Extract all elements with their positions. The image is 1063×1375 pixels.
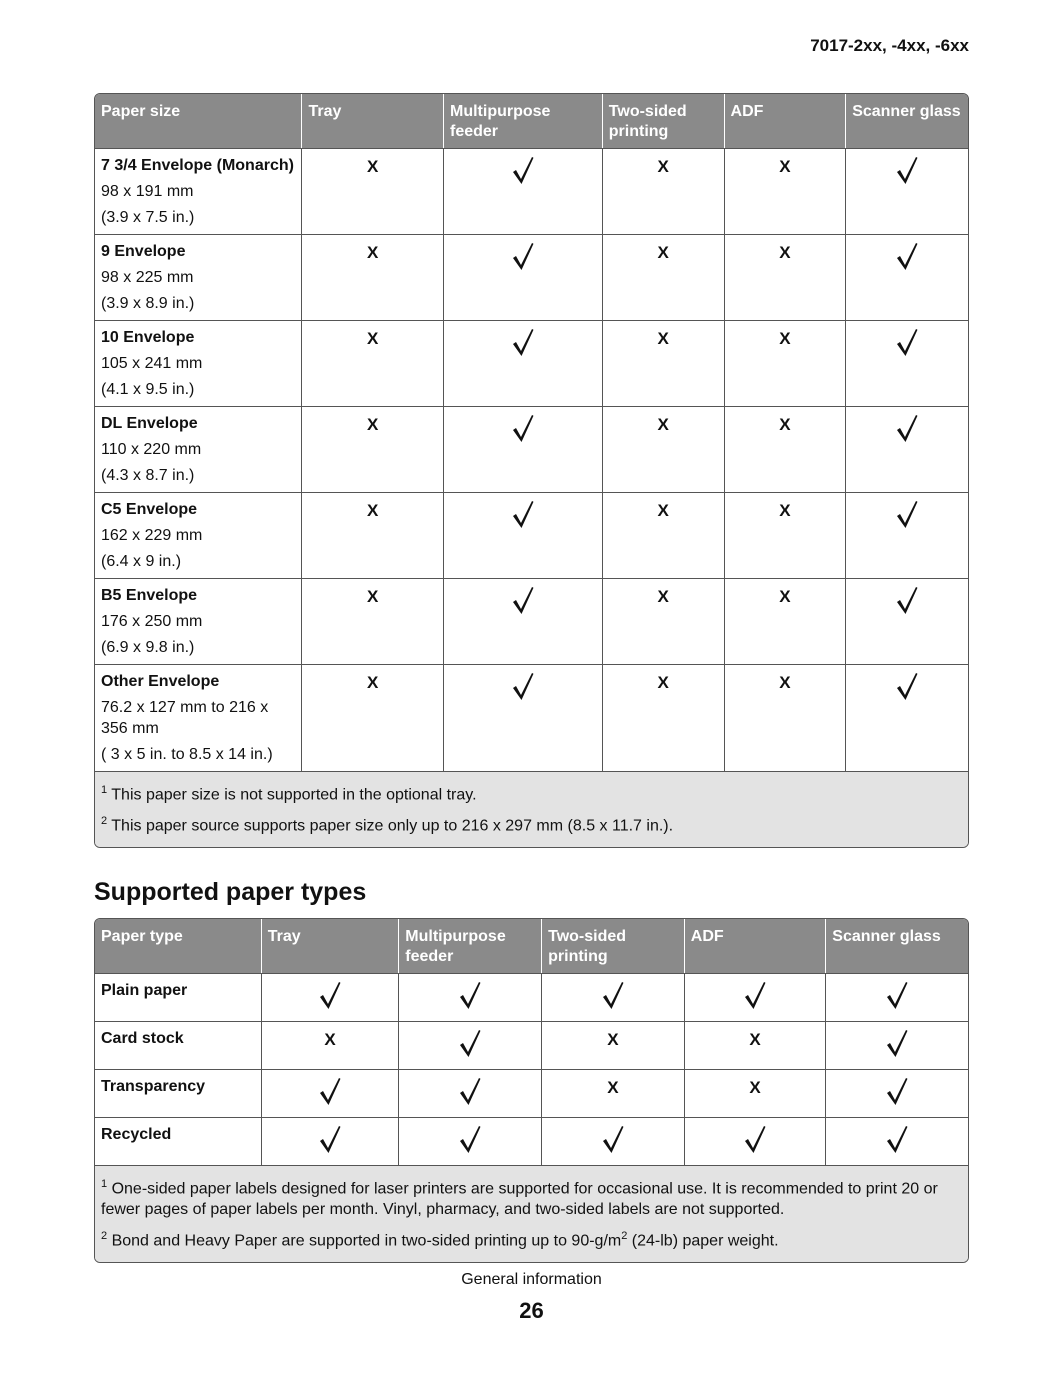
supported-check-icon: [885, 1028, 909, 1058]
support-cell: [684, 1069, 826, 1117]
table-notes-row: [95, 771, 968, 847]
footnote-text: (24-lb) paper weight.: [627, 1232, 779, 1250]
paper-name-cell: [95, 973, 261, 1021]
table-row: [95, 1021, 968, 1069]
footnote: [101, 811, 962, 836]
footnote-text: One-sided paper labels designed for laser printers are supported for occasional use. It is recommended to print 20 or fewer pages of paper labels per month. Vinyl, pharmacy, and two-sided labels are not supported.: [101, 1180, 938, 1219]
table-row: [95, 320, 968, 406]
footnote: [101, 1226, 962, 1251]
supported-check-icon: [743, 980, 767, 1010]
supported-check-icon: [895, 671, 919, 701]
not-supported-x-icon: X: [657, 587, 669, 606]
paper-name: Transparency: [101, 1078, 206, 1095]
support-cell: [825, 1021, 968, 1069]
paper-dimension: 176 x 250 mm: [101, 613, 203, 630]
not-supported-x-icon: X: [367, 157, 379, 176]
not-supported-x-icon: X: [657, 243, 669, 262]
support-cell: [261, 973, 399, 1021]
supported-check-icon: [511, 327, 535, 357]
column-header: Tray: [261, 919, 399, 973]
support-cell: [443, 406, 602, 492]
footnote-text: This paper size is not supported in the optional tray.: [111, 786, 477, 804]
support-cell: [845, 234, 968, 320]
paper-name: Other Envelope: [101, 673, 220, 690]
footnote: [101, 780, 962, 805]
column-header: Multipurpose feeder: [443, 94, 602, 148]
column-header: Paper type: [95, 919, 261, 973]
paper-dimension: 162 x 229 mm: [101, 527, 203, 544]
table-row: [95, 492, 968, 578]
support-cell: [398, 973, 541, 1021]
support-cell: [602, 492, 724, 578]
not-supported-x-icon: X: [779, 501, 791, 520]
supported-check-icon: [458, 1028, 482, 1058]
paper-size-table: [94, 93, 969, 848]
footnote-text: Bond and Heavy Paper are supported in two-sided printing up to 90-g/m: [111, 1232, 622, 1250]
not-supported-x-icon: X: [779, 673, 791, 692]
section-heading: Supported paper types: [94, 878, 367, 906]
support-cell: [261, 1069, 399, 1117]
column-header: Multipurpose feeder: [398, 919, 541, 973]
not-supported-x-icon: X: [657, 329, 669, 348]
paper-name: Card stock: [101, 1030, 184, 1047]
paper-name: Plain paper: [101, 982, 188, 999]
footnote-number: 2: [101, 815, 108, 828]
paper-name: B5 Envelope: [101, 587, 198, 604]
column-header: Paper size: [95, 94, 301, 148]
support-cell: [602, 320, 724, 406]
supported-check-icon: [895, 155, 919, 185]
not-supported-x-icon: X: [779, 587, 791, 606]
paper-name-cell: [95, 664, 301, 771]
support-cell: [301, 492, 443, 578]
supported-check-icon: [511, 413, 535, 443]
table-header-row: [95, 94, 968, 148]
paper-dimension: (6.9 x 9.8 in.): [101, 639, 195, 656]
table-row: [95, 1069, 968, 1117]
table-footnotes: [95, 771, 968, 847]
footer-section-label: General information: [461, 1271, 602, 1288]
supported-check-icon: [511, 585, 535, 615]
support-cell: [684, 1021, 826, 1069]
column-header: Tray: [301, 94, 443, 148]
support-cell: [541, 1117, 684, 1165]
not-supported-x-icon: X: [779, 415, 791, 434]
support-cell: [724, 664, 846, 771]
support-cell: [443, 148, 602, 234]
support-cell: [845, 406, 968, 492]
footnote-text: This paper source supports paper size only up to 216 x 297 mm (8.5 x 11.7 in.).: [111, 817, 674, 835]
supported-check-icon: [318, 1124, 342, 1154]
not-supported-x-icon: X: [657, 415, 669, 434]
support-cell: [602, 664, 724, 771]
support-cell: [684, 1117, 826, 1165]
paper-name-cell: [95, 578, 301, 664]
not-supported-x-icon: X: [607, 1030, 619, 1049]
supported-check-icon: [885, 1076, 909, 1106]
support-cell: [443, 664, 602, 771]
support-cell: [301, 234, 443, 320]
table-row: [95, 234, 968, 320]
support-cell: [602, 406, 724, 492]
support-cell: [724, 320, 846, 406]
support-cell: [443, 492, 602, 578]
paper-dimension: ( 3 x 5 in. to 8.5 x 14 in.): [101, 746, 273, 763]
support-cell: [602, 234, 724, 320]
supported-check-icon: [895, 585, 919, 615]
supported-check-icon: [895, 413, 919, 443]
supported-check-icon: [885, 1124, 909, 1154]
paper-name-cell: [95, 148, 301, 234]
footnote-number: 1: [101, 1178, 108, 1190]
paper-name-cell: [95, 1117, 261, 1165]
support-cell: [825, 973, 968, 1021]
paper-name: 7 3/4 Envelope (Monarch): [101, 157, 294, 174]
not-supported-x-icon: X: [657, 157, 669, 176]
supported-check-icon: [885, 980, 909, 1010]
not-supported-x-icon: X: [367, 501, 379, 520]
unit-superscript: 2: [621, 1230, 628, 1243]
support-cell: [684, 973, 826, 1021]
paper-name: 9 Envelope: [101, 243, 186, 260]
paper-name-cell: [95, 1021, 261, 1069]
support-cell: [443, 234, 602, 320]
supported-check-icon: [318, 1076, 342, 1106]
paper-dimension: 98 x 191 mm: [101, 183, 194, 200]
not-supported-x-icon: X: [324, 1030, 336, 1049]
support-cell: [825, 1069, 968, 1117]
support-cell: [398, 1117, 541, 1165]
paper-dimension: (3.9 x 7.5 in.): [101, 209, 195, 226]
paper-dimension: 110 x 220 mm: [101, 441, 202, 458]
supported-check-icon: [895, 241, 919, 271]
supported-check-icon: [458, 1124, 482, 1154]
column-header: ADF: [684, 919, 826, 973]
paper-dimension: (4.1 x 9.5 in.): [101, 381, 195, 398]
support-cell: [845, 664, 968, 771]
support-cell: [443, 578, 602, 664]
support-cell: [541, 973, 684, 1021]
column-header: Two-sided printing: [541, 919, 684, 973]
not-supported-x-icon: X: [779, 329, 791, 348]
paper-dimension: (3.9 x 8.9 in.): [101, 295, 195, 312]
column-header: ADF: [724, 94, 846, 148]
column-header: Scanner glass: [845, 94, 968, 148]
paper-name-cell: [95, 492, 301, 578]
paper-dimension: 98 x 225 mm: [101, 269, 194, 286]
support-cell: [261, 1021, 399, 1069]
support-cell: [398, 1021, 541, 1069]
not-supported-x-icon: X: [749, 1030, 761, 1049]
not-supported-x-icon: X: [367, 415, 379, 434]
paper-name: 10 Envelope: [101, 329, 195, 346]
not-supported-x-icon: X: [367, 329, 379, 348]
support-cell: [845, 148, 968, 234]
support-cell: [602, 578, 724, 664]
support-cell: [825, 1117, 968, 1165]
supported-check-icon: [895, 499, 919, 529]
not-supported-x-icon: X: [367, 587, 379, 606]
support-cell: [301, 148, 443, 234]
not-supported-x-icon: X: [367, 243, 379, 262]
not-supported-x-icon: X: [749, 1078, 761, 1097]
page-number: 26: [519, 1298, 544, 1323]
paper-type-table: [94, 918, 969, 1263]
not-supported-x-icon: X: [779, 157, 791, 176]
supported-check-icon: [601, 1124, 625, 1154]
support-cell: [845, 320, 968, 406]
paper-name-cell: [95, 1069, 261, 1117]
paper-dimension: 76.2 x 127 mm to 216 x 356 mm: [101, 699, 269, 737]
support-cell: [261, 1117, 399, 1165]
supported-check-icon: [458, 1076, 482, 1106]
support-cell: [845, 578, 968, 664]
table-row: [95, 406, 968, 492]
supported-check-icon: [511, 241, 535, 271]
supported-check-icon: [895, 327, 919, 357]
not-supported-x-icon: X: [657, 673, 669, 692]
supported-check-icon: [601, 980, 625, 1010]
support-cell: [541, 1021, 684, 1069]
support-cell: [398, 1069, 541, 1117]
not-supported-x-icon: X: [607, 1078, 619, 1097]
table-row: [95, 973, 968, 1021]
table-row: [95, 1117, 968, 1165]
paper-dimension: (6.4 x 9 in.): [101, 553, 182, 570]
support-cell: [845, 492, 968, 578]
support-cell: [724, 234, 846, 320]
supported-check-icon: [318, 980, 342, 1010]
paper-name: C5 Envelope: [101, 501, 198, 518]
support-cell: [443, 320, 602, 406]
paper-name-cell: [95, 406, 301, 492]
paper-dimension: (4.3 x 8.7 in.): [101, 467, 195, 484]
supported-check-icon: [511, 499, 535, 529]
paper-name: Recycled: [101, 1126, 172, 1143]
not-supported-x-icon: X: [367, 673, 379, 692]
support-cell: [724, 578, 846, 664]
support-cell: [301, 320, 443, 406]
support-cell: [602, 148, 724, 234]
paper-name-cell: [95, 320, 301, 406]
table-notes-row: [95, 1165, 968, 1262]
column-header: Scanner glass: [825, 919, 968, 973]
support-cell: [301, 406, 443, 492]
support-cell: [301, 578, 443, 664]
supported-check-icon: [511, 671, 535, 701]
support-cell: [724, 148, 846, 234]
paper-dimension: 105 x 241 mm: [101, 355, 203, 372]
footnote: [101, 1174, 962, 1220]
column-header: Two-sided printing: [602, 94, 724, 148]
table-row: [95, 664, 968, 771]
paper-name: DL Envelope: [101, 415, 198, 432]
support-cell: [724, 406, 846, 492]
not-supported-x-icon: X: [779, 243, 791, 262]
table-footnotes: [95, 1165, 968, 1262]
table-row: [95, 148, 968, 234]
support-cell: [541, 1069, 684, 1117]
not-supported-x-icon: X: [657, 501, 669, 520]
footnote-number: 2: [101, 1230, 108, 1243]
supported-check-icon: [743, 1124, 767, 1154]
paper-name-cell: [95, 234, 301, 320]
table-row: [95, 578, 968, 664]
supported-check-icon: [511, 155, 535, 185]
supported-check-icon: [458, 980, 482, 1010]
document-model-header: 7017-2xx, -4xx, -6xx: [810, 36, 969, 55]
support-cell: [724, 492, 846, 578]
footnote-number: 1: [101, 784, 108, 796]
table-header-row: [95, 919, 968, 973]
support-cell: [301, 664, 443, 771]
